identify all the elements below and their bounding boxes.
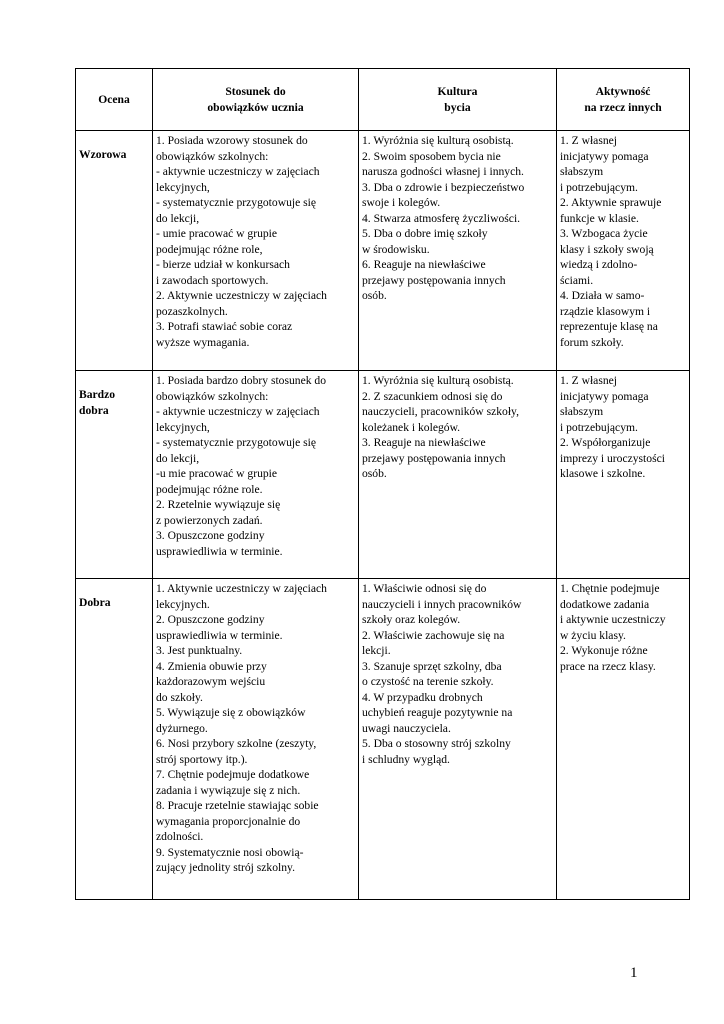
table-row xyxy=(76,371,690,579)
activity-cell xyxy=(557,371,690,579)
cell-line: Aktywność xyxy=(595,84,651,98)
cell-line: 3. Wzbogaca życie xyxy=(560,227,648,240)
cell-line: 1. Z własnej xyxy=(560,374,617,387)
cell-line: 6. Reaguje na niewłaściwe xyxy=(362,258,486,271)
cell-line: klasowe i szkolne. xyxy=(560,467,646,480)
cell-line: 1. Posiada wzorowy stosunek do xyxy=(156,134,308,147)
cell-line: 2. Rzetelnie wywiązuje się xyxy=(156,498,281,511)
cell-line: lekcji. xyxy=(362,644,391,657)
cell-line: 1. Aktywnie uczestniczy w zajęciach xyxy=(156,582,327,595)
page-number: 1 xyxy=(630,965,638,981)
cell-line: Wzorowa xyxy=(79,148,127,161)
cell-line: imprezy i uroczystości xyxy=(560,451,665,465)
cell-line: do lekcji, xyxy=(156,451,200,465)
cell-line: podejmując różne role, xyxy=(156,242,263,256)
cell-line: do szkoły. xyxy=(156,690,203,704)
cell-line: rządzie klasowym i xyxy=(560,304,651,318)
cell-line: 1. Właściwie odnosi się do xyxy=(362,582,487,595)
cell-line: uchybień reaguje pozytywnie na xyxy=(362,706,513,719)
cell-line: szkoły oraz kolegów. xyxy=(362,613,461,626)
cell-line: wyższe wymagania. xyxy=(156,335,250,349)
cell-line: na rzecz innych xyxy=(584,100,662,114)
cell-line: koleżanek i kolegów. xyxy=(362,420,461,434)
activity-cell xyxy=(557,131,690,371)
cell-line: dodatkowe zadania xyxy=(560,597,650,611)
cell-line: inicjatywy pomaga xyxy=(560,389,649,403)
cell-line: funkcje w klasie. xyxy=(560,211,639,225)
duties-cell xyxy=(153,131,359,371)
culture-cell xyxy=(359,371,557,579)
header-duties xyxy=(153,69,359,131)
cell-line: 6. Nosi przybory szkolne (zeszyty, xyxy=(156,737,317,750)
cell-line: - aktywnie uczestniczy w zajęciach xyxy=(156,405,320,418)
cell-line: 2. Współorganizuje xyxy=(560,436,651,449)
header-activity xyxy=(557,69,690,131)
cell-line: i aktywnie uczestniczy xyxy=(560,613,666,626)
activity-cell xyxy=(557,579,690,900)
table-row xyxy=(76,579,690,900)
cell-line: zujący jednolity strój szkolny. xyxy=(156,861,295,874)
duties-cell xyxy=(153,579,359,900)
cell-line: prace na rzecz klasy. xyxy=(560,659,656,673)
cell-line: 3. Reaguje na niewłaściwe xyxy=(362,436,486,449)
cell-line: i potrzebującym. xyxy=(560,420,638,434)
cell-line: 5. Dba o dobre imię szkoły xyxy=(362,227,488,240)
table-header-row xyxy=(76,69,690,131)
header-culture xyxy=(359,69,557,131)
cell-line: dobra xyxy=(79,403,109,417)
cell-line: klasy i szkoły swoją xyxy=(560,242,654,256)
cell-line: nauczycieli, pracowników szkoły, xyxy=(362,405,519,418)
cell-line: 2. Opuszczone godziny xyxy=(156,613,265,626)
cell-line: 3. Dba o zdrowie i bezpieczeństwo xyxy=(362,180,525,194)
cell-line: 1. Z własnej xyxy=(560,134,617,147)
cell-line: bycia xyxy=(444,100,471,114)
cell-line: dyżurnego. xyxy=(156,721,208,735)
cell-line: Kultura xyxy=(437,84,478,98)
cell-line: 4. Stwarza atmosferę życzliwości. xyxy=(362,211,521,225)
cell-line: przejawy postępowania innych xyxy=(362,273,506,287)
cell-line: 4. W przypadku drobnych xyxy=(362,690,483,704)
cell-line: inicjatywy pomaga xyxy=(560,149,649,163)
cell-line: Stosunek do xyxy=(225,84,286,98)
cell-line: zadania i wywiązuje się z nich. xyxy=(156,783,301,797)
cell-line: - bierze udział w konkursach xyxy=(156,258,290,271)
cell-line: reprezentuje klasę na xyxy=(560,320,658,333)
cell-line: narusza godności własnej i innych. xyxy=(362,165,524,178)
cell-line: lekcyjnych, xyxy=(156,180,210,194)
cell-line: 3. Jest punktualny. xyxy=(156,644,243,657)
cell-line: i zawodach sportowych. xyxy=(156,273,269,287)
cell-line: przejawy postępowania innych xyxy=(362,451,506,465)
cell-line: 4. Zmienia obuwie przy xyxy=(156,659,267,673)
cell-line: lekcyjnych. xyxy=(156,597,210,611)
cell-line: 4. Działa w samo- xyxy=(560,289,645,302)
cell-line: zdolności. xyxy=(156,830,204,843)
cell-line: 5. Dba o stosowny strój szkolny xyxy=(362,737,511,750)
cell-line: ściami. xyxy=(560,273,594,287)
cell-line: - umie pracować w grupie xyxy=(156,227,278,240)
cell-line: uwagi nauczyciela. xyxy=(362,721,451,735)
cell-line: obowiązków szkolnych: xyxy=(156,149,269,163)
cell-line: 2. Właściwie zachowuje się na xyxy=(362,628,505,642)
cell-line: 2. Aktywnie uczestniczy w zajęciach xyxy=(156,289,327,302)
cell-line: z powierzonych zadań. xyxy=(156,513,263,527)
cell-line: 8. Pracuje rzetelnie stawiając sobie xyxy=(156,799,319,812)
cell-line: 5. Wywiązuje się z obowiązków xyxy=(156,706,306,719)
cell-line: podejmując różne role. xyxy=(156,482,263,496)
cell-line: lekcyjnych, xyxy=(156,420,210,434)
cell-line: obowiązków ucznia xyxy=(207,100,304,114)
cell-line: 3. Szanuje sprzęt szkolny, dba xyxy=(362,659,502,673)
cell-line: wymagania proporcjonalnie do xyxy=(156,814,301,828)
cell-line: 2. Wykonuje różne xyxy=(560,644,648,657)
cell-line: 2. Z szacunkiem odnosi się do xyxy=(362,389,503,403)
table-row xyxy=(76,131,690,371)
cell-line: Dobra xyxy=(79,596,111,609)
cell-line: słabszym xyxy=(560,405,604,418)
cell-line: pozaszkolnych. xyxy=(156,304,228,318)
cell-line: strój sportowy itp.). xyxy=(156,752,248,766)
cell-line: w środowisku. xyxy=(362,242,430,256)
cell-line: Ocena xyxy=(98,92,130,106)
cell-line: usprawiedliwia w terminie. xyxy=(156,544,283,558)
grade-name-cell xyxy=(76,131,153,371)
cell-line: 1. Posiada bardzo dobry stosunek do xyxy=(156,374,327,387)
cell-line: 3. Potrafi stawiać sobie coraz xyxy=(156,320,293,333)
cell-line: 9. Systematycznie nosi obowią- xyxy=(156,845,304,859)
cell-line: 2. Swoim sposobem bycia nie xyxy=(362,149,501,163)
cell-line: 1. Wyróżnia się kulturą osobistą. xyxy=(362,374,514,387)
cell-line: osób. xyxy=(362,289,387,302)
header-grade xyxy=(76,69,153,131)
culture-cell xyxy=(359,131,557,371)
cell-line: - aktywnie uczestniczy w zajęciach xyxy=(156,165,320,178)
cell-line: obowiązków szkolnych: xyxy=(156,389,269,403)
cell-line: każdorazowym wejściu xyxy=(156,675,266,688)
grading-criteria-table xyxy=(75,68,690,900)
cell-line: o czystość na terenie szkoły. xyxy=(362,675,494,688)
cell-line: 1. Chętnie podejmuje xyxy=(560,582,660,595)
cell-line: swoje i kolegów. xyxy=(362,196,441,209)
cell-line: słabszym xyxy=(560,165,604,178)
culture-cell xyxy=(359,579,557,900)
cell-line: w życiu klasy. xyxy=(560,628,626,642)
cell-line: i schludny wygląd. xyxy=(362,752,450,766)
cell-line: Bardzo xyxy=(79,388,116,401)
cell-line: -u mie pracować w grupie xyxy=(156,467,278,480)
cell-line: forum szkoły. xyxy=(560,335,624,349)
cell-line: i potrzebującym. xyxy=(560,180,638,194)
cell-line: 3. Opuszczone godziny xyxy=(156,529,265,542)
cell-line: osób. xyxy=(362,467,387,480)
duties-cell xyxy=(153,371,359,579)
cell-line: 1. Wyróżnia się kulturą osobistą. xyxy=(362,134,514,147)
grade-name-cell xyxy=(76,579,153,900)
cell-line: do lekcji, xyxy=(156,211,200,225)
cell-line: 2. Aktywnie sprawuje xyxy=(560,196,662,209)
cell-line: 7. Chętnie podejmuje dodatkowe xyxy=(156,768,310,781)
cell-line: - systematycznie przygotowuje się xyxy=(156,436,317,449)
cell-line: - systematycznie przygotowuje się xyxy=(156,196,317,209)
cell-line: wiedzą i zdolno- xyxy=(560,258,638,271)
cell-line: usprawiedliwia w terminie. xyxy=(156,628,283,642)
grade-name-cell xyxy=(76,371,153,579)
cell-line: nauczycieli i innych pracowników xyxy=(362,597,522,611)
